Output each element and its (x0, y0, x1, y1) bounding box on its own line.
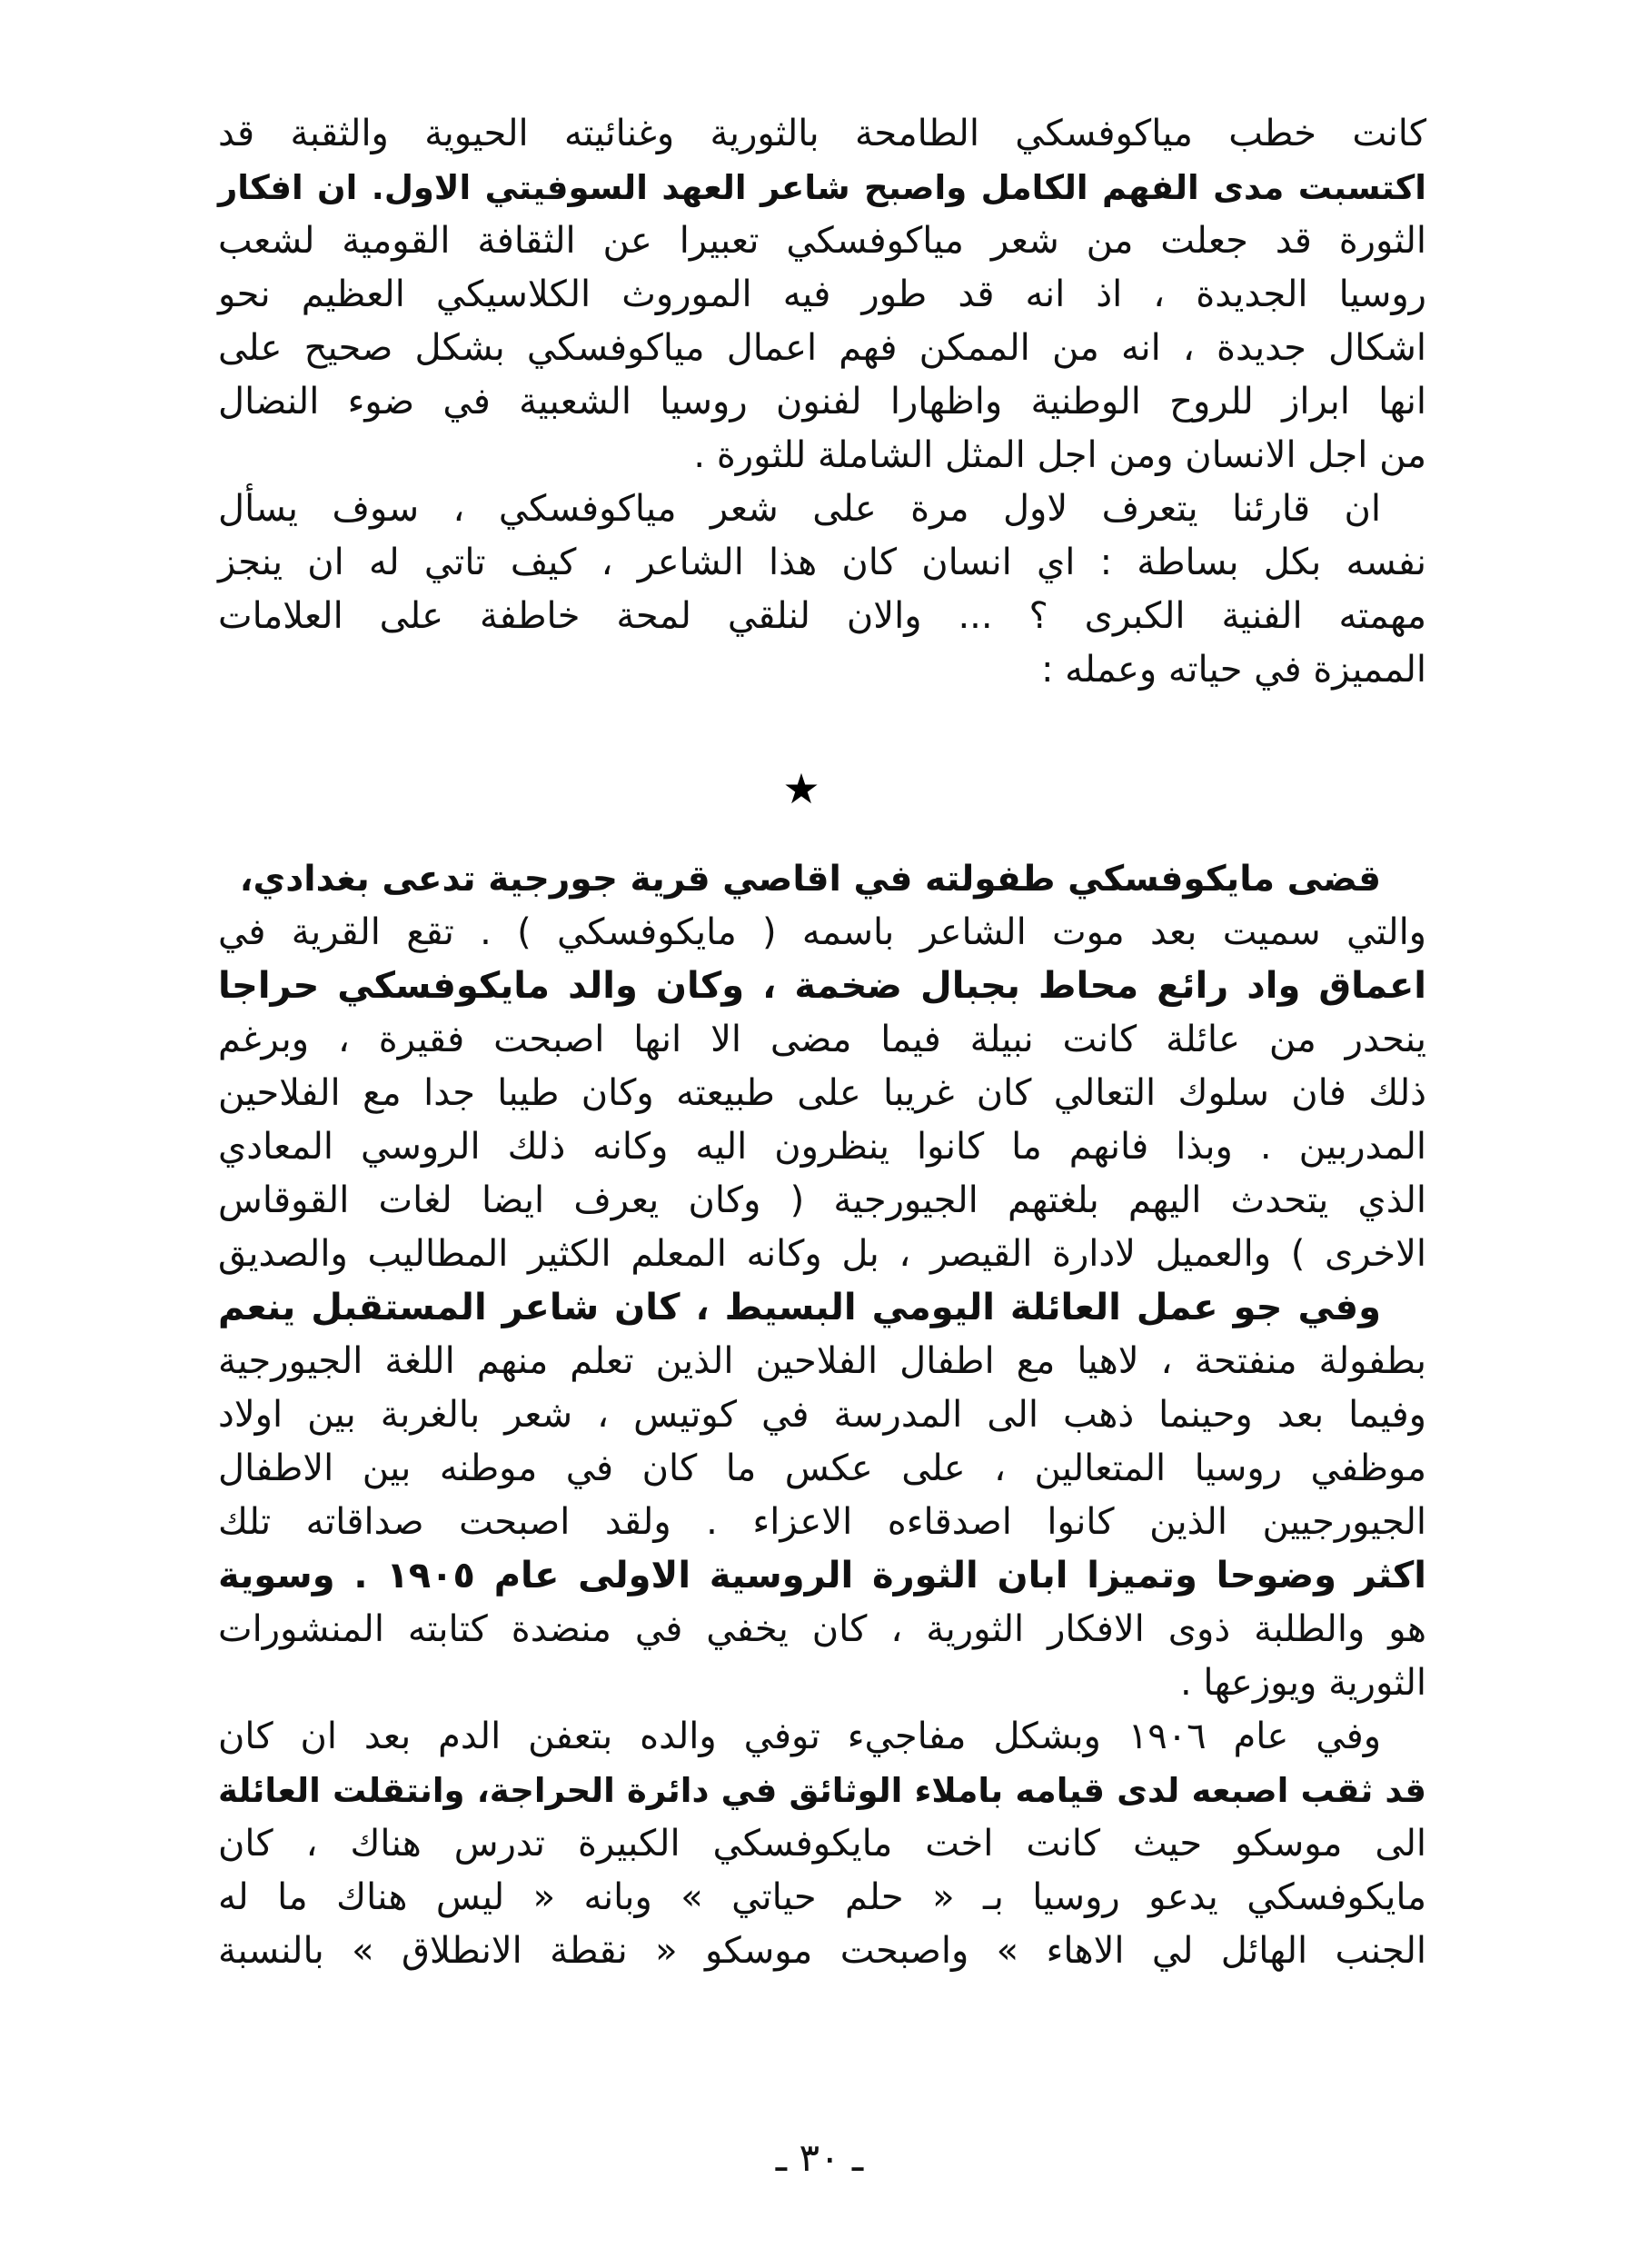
text-line: كانت خطب مياكوفسكي الطامحة بالثورية وغنائيته الحيوية والثقبة قد (218, 113, 1426, 154)
text-line: اشكال جديدة ، انه من الممكن فهم اعمال مياكوفسكي بشكل صحيح على (218, 327, 1426, 369)
text-line: قد ثقب اصبعه لدى قيامه باملاء الوثائق في دائرة الحراجة، وانتقلت العائلة (218, 1771, 1426, 1810)
text-line: وفيما بعد وحينما ذهب الى المدرسة في كوتيس ، شعر بالغربة بين اولاد (218, 1394, 1426, 1436)
text-line: قضى مايكوفسكي طفولته في اقاصي قرية جورجية تدعى بغدادي، (239, 859, 1381, 900)
text-line: موظفي روسيا المتعالين ، على عكس ما كان في موطنه بين الاطفال (218, 1447, 1426, 1489)
text-line: المميزة في حياته وعمله : (1040, 649, 1426, 691)
text-line: الثورة قد جعلت من شعر مياكوفسكي تعبيرا عن الثقافة القومية لشعب (218, 220, 1426, 262)
text-line: اكثر وضوحا وتميزا ابان الثورة الروسية الاولى عام ١٩٠٥ . وسوية (218, 1555, 1426, 1597)
text-line: نفسه بكل بساطة : اي انسان كان هذا الشاعر ، كيف تاتي له ان ينجز (218, 542, 1426, 583)
paragraph-biography (218, 852, 1426, 1978)
page-number: ـ ٣٠ ـ (775, 2135, 864, 2180)
text-line: الجيورجيين الذين كانوا اصدقاءه الاعزاء . ولقد اصبحت صداقاته تلك (218, 1501, 1426, 1543)
text-line: ذلك فان سلوك التعالي كان غريبا على طبيعته وكان طيبا جدا مع الفلاحين (218, 1072, 1426, 1114)
text-line: بطفولة منفتحة ، لاهيا مع اطفال الفلاحين الذين تعلم منهم اللغة الجيورجية (218, 1340, 1426, 1382)
text-line: ان قارئنا يتعرف لاول مرة على شعر مياكوفسكي ، سوف يسأل (218, 488, 1381, 530)
text-line: اعماق واد رائع محاط بجبال ضخمة ، وكان والد مايكوفسكي حراجا (218, 965, 1426, 1007)
text-line: الجنب الهائل لي الاهاء » واصبحت موسكو « نقطة الانطلاق » بالنسبة (218, 1930, 1426, 1972)
text-line: انها ابراز للروح الوطنية واظهارا لفنون روسيا الشعبية في ضوء النضال (218, 381, 1426, 423)
text-line: من اجل الانسان ومن اجل المثل الشاملة للثورة . (693, 434, 1426, 476)
text-line: اكتسبت مدى الفهم الكامل واصبح شاعر العهد السوفيتي الاول. ان افكار (218, 168, 1426, 207)
text-line: هو والطلبة ذوى الافكار الثورية ، كان يخفي في منضدة كتابته المنشورات (218, 1608, 1426, 1650)
text-line: ينحدر من عائلة كانت نبيلة فيما مضى الا انها اصبحت فقيرة ، وبرغم (218, 1019, 1426, 1060)
text-line: وفي جو عمل العائلة اليومي البسيط ، كان شاعر المستقبل ينعم (218, 1287, 1381, 1328)
text-line: روسيا الجديدة ، اذ انه قد طور فيه الموروث الكلاسيكي العظيم نحو (218, 274, 1426, 315)
text-line: وفي عام ١٩٠٦ وبشكل مفاجيء توفي والده بتعفن الدم بعد ان كان (218, 1716, 1382, 1757)
text-line: الذي يتحدث اليهم بلغتهم الجيورجية ( وكان يعرف ايضا لغات القوقاس (218, 1179, 1426, 1221)
text-line: مايكوفسكي يدعو روسيا بـ « حلم حياتي » وبانه « ليس هناك ما له (218, 1876, 1426, 1918)
text-line: الى موسكو حيث كانت اخت مايكوفسكي الكبيرة تدرس هناك ، كان (218, 1823, 1426, 1865)
text-line: والتي سميت بعد موت الشاعر باسمه ( مايكوفسكي ) . تقع القرية في (218, 911, 1426, 953)
text-line: المدربين . وبذا فانهم ما كانوا ينظرون اليه وكانه ذلك الروسي المعادي (218, 1126, 1426, 1168)
section-separator-star-icon: ★ (782, 764, 820, 813)
text-line: الاخرى ) والعميل لادارة القيصر ، بل وكانه المعلم الكثير المطاليب والصديق (218, 1233, 1426, 1275)
text-line: الثورية ويوزعها . (1180, 1662, 1426, 1704)
paragraph-intro (218, 107, 1426, 697)
text-line: مهمته الفنية الكبرى ؟ ... والان لنلقي لمحة خاطفة على العلامات (218, 595, 1426, 637)
